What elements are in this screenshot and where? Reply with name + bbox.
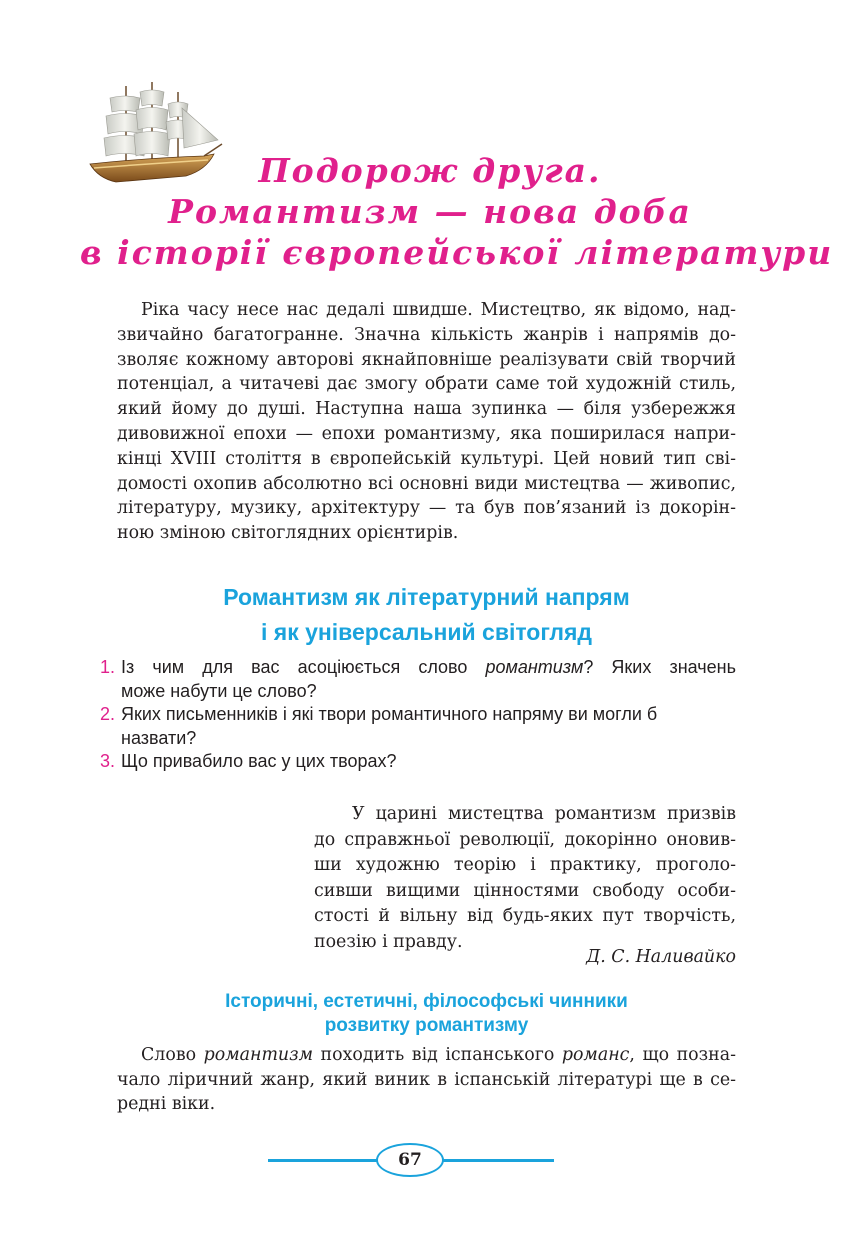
quote-line: У царині мистецтва романтизм призвів [352, 804, 736, 824]
question-emphasis: романтизм [485, 657, 584, 677]
chapter-title-line-2: Романтизм — нова доба [168, 192, 692, 231]
intro-line: який йому до душі. Наступна наша зупинка — біля узбережжя [117, 399, 736, 420]
intro-line: ною зміною світоглядних орієнтирів. [117, 523, 459, 544]
chapter-title-line-1: Подорож друга. [258, 151, 602, 190]
subsection-heading [117, 990, 736, 1038]
paragraph-line: редні віки. [117, 1094, 216, 1114]
question-line: може набути це слово? [121, 680, 317, 701]
epigraph-quote [314, 802, 736, 955]
question-item [100, 703, 736, 750]
quote-line: стості й вільну від будь-яких пут творчість, [314, 906, 736, 926]
page-number-rule-left [268, 1159, 378, 1162]
page-number: 67 [376, 1143, 444, 1177]
section-heading [117, 580, 736, 650]
intro-paragraph [117, 298, 736, 546]
question-text: Із чим для вас асоціюється слово [121, 657, 486, 677]
intro-line: потенціал, а читачеві дає змогу обрати саме той художній стиль, [117, 374, 736, 395]
questions-list [100, 656, 736, 774]
page-number-rule-right [442, 1159, 554, 1162]
paragraph-line: чало ліричний жанр, який виник в іспанській літературі ще в се- [117, 1069, 736, 1090]
quote-author: Д. С. Наливайко [586, 947, 736, 967]
intro-line: кінці XVIII століття в європейській культурі. Цей новий тип сві- [117, 448, 736, 469]
section-heading-line-2: і як універсальний світогляд [261, 619, 592, 645]
question-number: 1. [100, 657, 116, 677]
question-line: Що привабило вас у цих творах? [121, 751, 397, 772]
paragraph-emphasis: романтизм [203, 1045, 314, 1065]
chapter-title-line-3: в історії європейської літератури [80, 233, 834, 272]
subsection-heading-line-2: розвитку романтизму [324, 1015, 529, 1036]
section-heading-line-1: Романтизм як літературний напрям [223, 584, 630, 610]
question-line: назвати? [121, 727, 197, 748]
intro-line: домості охопив абсолютно всі основні види мистецтва — живопис, [117, 473, 736, 494]
question-item [100, 750, 736, 774]
question-number: 2. [100, 704, 116, 725]
paragraph-emphasis: романс [561, 1045, 630, 1065]
paragraph-line [117, 1043, 736, 1068]
intro-line: зволяє кожному авторові якнайповніше реалізувати свій творчий [117, 349, 736, 370]
question-line [121, 656, 736, 680]
question-text: ? Яких значень [583, 657, 736, 677]
question-line: Яких письменників і які твори романтичного напряму ви могли б [121, 704, 658, 725]
paragraph-text: Слово [141, 1045, 204, 1065]
body-paragraph [117, 1043, 736, 1117]
intro-line: Ріка часу несе нас дедалі швидше. Мистецтво, як відомо, над- [141, 300, 736, 320]
subsection-heading-line-1: Історичні, естетичні, філософські чинники [225, 991, 628, 1012]
intro-line: літературу, музику, архітектуру — та був пов’язаний із докорін- [117, 498, 736, 519]
intro-line: дивовижної епохи — епохи романтизму, яка поширилася напри- [117, 423, 736, 444]
chapter-title [80, 150, 834, 273]
paragraph-text: походить від іспанського [313, 1045, 562, 1065]
paragraph-text: , що позна- [629, 1045, 736, 1065]
intro-line: звичайно багатогранне. Значна кількість жанрів і напрямів до- [117, 324, 736, 345]
question-number: 3. [100, 751, 116, 772]
question-item [100, 656, 736, 703]
quote-line: сивши вищими цінностями свободу особи- [314, 880, 736, 901]
quote-line: до справжньої революції, докорінно оновив- [314, 829, 736, 850]
quote-line: ши художню теорію і практику, проголо- [314, 855, 736, 875]
quote-line: поезію і правду. [314, 931, 463, 952]
